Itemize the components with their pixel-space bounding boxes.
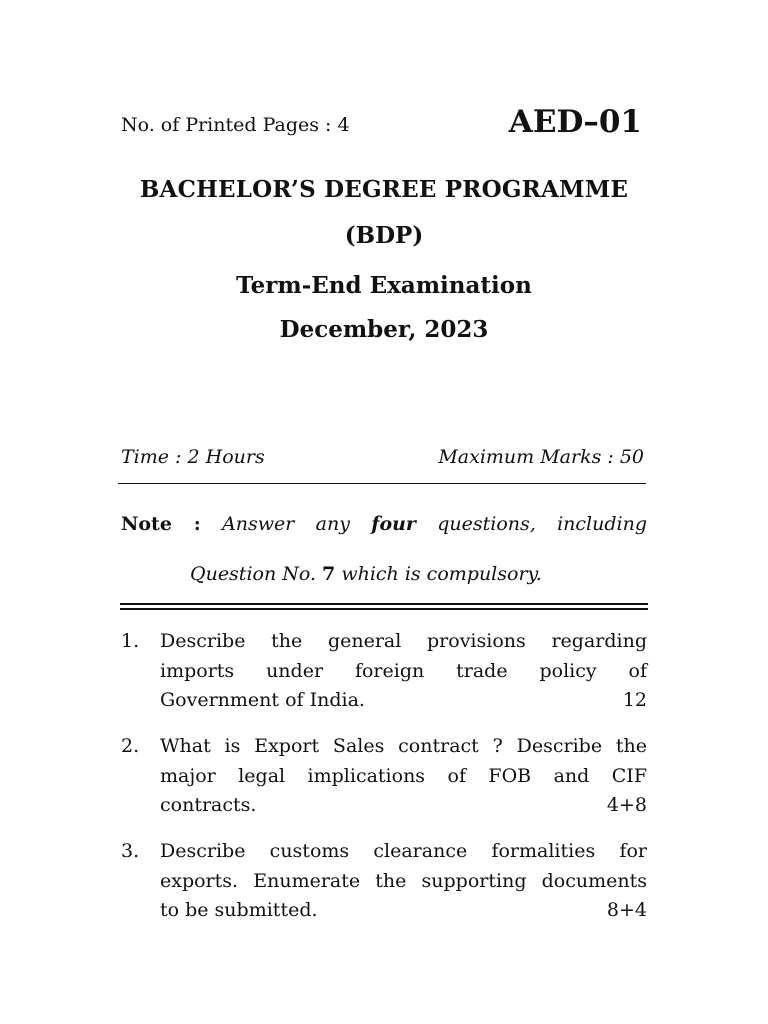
note-text-1: Answer any (200, 513, 372, 535)
note-line-2 (190, 563, 542, 585)
question-text-end: Government of India. (160, 689, 365, 711)
question-text-end: to be submitted. (160, 899, 318, 921)
question-number: 2. (121, 735, 140, 757)
question-last-line (160, 686, 647, 716)
time-allowed: Time : 2 Hours (121, 446, 265, 468)
divider-line (118, 483, 646, 484)
question-marks: 8+4 (606, 899, 647, 921)
exam-session: December, 2023 (279, 316, 489, 343)
note-compulsory-number: 7 (322, 563, 336, 585)
double-divider-line (120, 603, 648, 610)
question-number: 3. (121, 840, 140, 862)
question-text: Describe customs clearance formalities for exports. Enumerate the supporting documents (160, 840, 647, 892)
note-line-1 (121, 513, 647, 535)
question-text: Describe the general provisions regarding imports under foreign trade policy of (160, 630, 647, 682)
note-text-2: questions, including (415, 513, 647, 535)
question-body (160, 732, 647, 821)
question-marks: 4+8 (606, 794, 647, 816)
programme-title: BACHELOR’S DEGREE PROGRAMME (139, 176, 629, 203)
question-marks: 12 (622, 689, 647, 711)
question-item (121, 837, 647, 926)
question-last-line (160, 791, 647, 821)
programme-abbreviation: (BDP) (344, 222, 424, 249)
question-item (121, 732, 647, 821)
question-text-end: contracts. (160, 794, 257, 816)
note-emphasis: four (371, 513, 416, 535)
question-number: 1. (121, 630, 140, 652)
maximum-marks: Maximum Marks : 50 (438, 446, 644, 468)
printed-pages-count: No. of Printed Pages : 4 (121, 114, 350, 136)
question-item (121, 627, 647, 716)
note-text-3: Question No. (190, 563, 323, 585)
question-body (160, 627, 647, 716)
question-text: What is Export Sales contract ? Describe the major legal implications of FOB and CIF (160, 735, 647, 787)
note-label: Note : (121, 513, 201, 535)
note-text-4: which is compulsory. (335, 563, 542, 585)
question-last-line (160, 896, 647, 926)
exam-name: Term-End Examination (236, 272, 532, 299)
paper-code: AED–01 (508, 104, 642, 140)
question-body (160, 837, 647, 926)
